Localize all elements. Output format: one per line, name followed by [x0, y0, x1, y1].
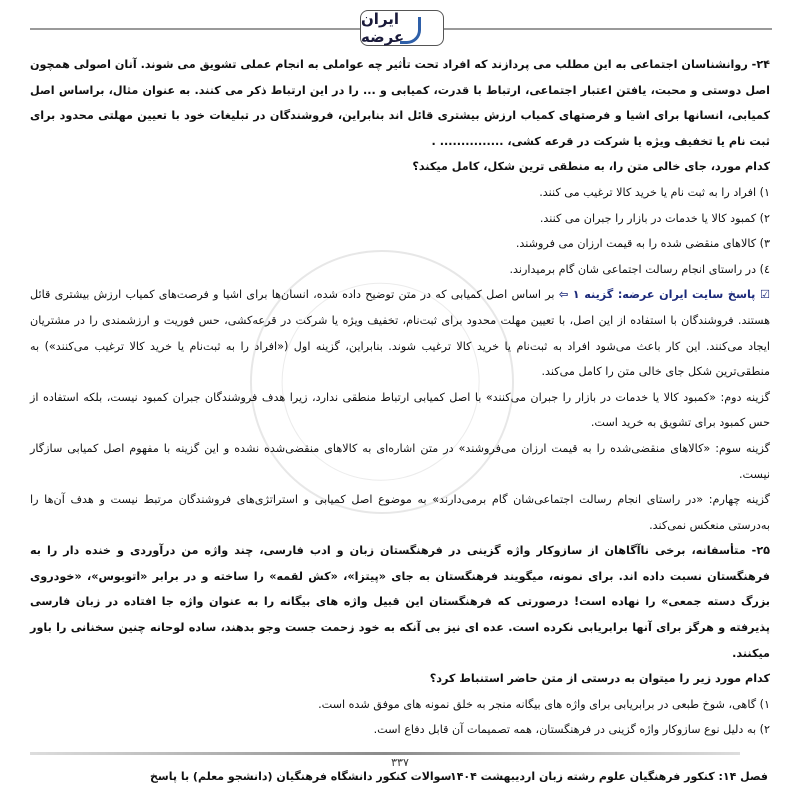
answer-label: ☑ پاسخ سایت ایران عرضه: گزینه ۱ ⇦ [558, 288, 770, 302]
question-24-prompt: کدام مورد، جای خالی متن را، به منطقی ترین شکل، کامل میکند؟ [412, 160, 770, 174]
question-25-prompt: کدام مورد زیر را میتوان به درستی از متن حاضر استنباط کرد؟ [429, 672, 770, 686]
question-24-option-2: ۲) کمبود کالا یا خدمات در بازار را جبران می کنند. [539, 211, 770, 225]
question-25-option-2: ۲) به دلیل نوع سازوکار واژه گزینی در فرهنگستان، همه تصمیمات آن قابل دفاع است. [373, 723, 770, 737]
page-number: ۳۳۷ [391, 756, 409, 769]
footer-rule [30, 752, 740, 755]
header-rule-right [442, 28, 772, 30]
brand-logo [360, 10, 444, 46]
explanation-option-4: گزینه چهارم: «در راستای انجام رسالت اجتماعی‌شان گام برمی‌دارند» به موضوع اصل کمیابی و استراتژی‌های فروشندگان مرتبط نیست و هدف آن‌ها را به‌درستی منعکس نمی‌کند. [30, 493, 770, 532]
logo-text: ایران عرضه [361, 10, 405, 46]
explanation-option-2: گزینه دوم: «کمبود کالا یا خدمات در بازار را جبران می‌کنند» با اصل کمیابی ارتباط منطقی ندارد، زیرا هدف فروشندگان جبران کمبود نیست، بلکه استفاده از حس کمبود برای تشویق به خرید است. [30, 390, 770, 430]
answer-text: بر اساس اصل کمیابی که در متن توضیح داده شده، انسان‌ها برای اشیا و فرصت‌های کمیاب ارزش بیشتری قائل هستند. فروشندگان با استفاده از این اصل، با تعیین مهلت محدود برای ثبت‌نام، تخفیف ویژه یا شرکت در قرعه‌کشی، حس فوریت و ارزشمندی را در مشتریان ایجاد می‌کنند. این کار باعث می‌شود افراد به ثبت‌نام یا خرید کالا ترغیب شوند. بنابراین، گزینه اول («افراد را به ثبت‌نام یا خرید کالا ترغیب می‌کنند») به منطقی‌ترین شکل جای خالی متن را کامل می‌کند. [30, 288, 770, 379]
question-24-option-3: ۳) کالاهای منقضی شده را به قیمت ارزان می فروشند. [515, 237, 770, 251]
header-rule-left [30, 28, 360, 30]
question-24-option-1: ۱) افراد را به ثبت نام یا خرید کالا ترغیب می کنند. [539, 185, 770, 199]
question-24-stem: ۲۴- روانشناسان اجتماعی به این مطلب می پردازند که افراد تحت تأثیر چه عواملی به انجام عملی تشویق می شوند. آنان اصولی همچون اصل دوستی و محبت، یافتن اعتبار اجتماعی، ارتباط با قدرت، کمیابی و ... را در این ارتباط ذکر می کنند. به عنوان مثال، براساس اصل کمیابی، انسانها برای اشیا و فرصتهای کمیاب ارزش بیشتری قائل اند بنابراین، فروشندگان در تبلیغات خود با تعیین مهلتی محدود برای ثبت نام یا تخفیف ویژه یا شرکت در قرعه کشی، ............... . [30, 58, 770, 148]
page-header [0, 0, 800, 46]
page-body [30, 52, 770, 740]
book-title: سوالات کنکور دانشگاه فرهنگیان (دانشجو معلم) با پاسخ [150, 770, 452, 783]
chapter-title: فصل ۱۴: کنکور فرهنگیان علوم رشته زبان اردیبهشت ۱۴۰۴ [449, 770, 768, 783]
question-25-option-1: ۱) گاهی، شوخ طبعی در برابریابی برای واژه های بیگانه منجر به خلق نمونه های موفق شده است. [318, 697, 770, 711]
question-25-stem: ۲۵- متأسفانه، برخی ناآگاهان از سازوکار واژه گزینی در فرهنگستان زبان و ادب فارسی، چند واژه من درآوردی و خنده دار را به فرهنگستان نسبت داده اند. برای نمونه، میگویند فرهنگستان به جای «پیتزا»، «کش لقمه» را ساخته و در برابر «اتوبوس»، «خودروی بزرگ دسته جمعی» را نهاده است! درصورتی که فرهنگستان این قبیل واژه های بیگانه را به عنوان واژه جا افتاده در زبان فارسی پذیرفته و هرگز برای آنها برابریابی نکرده است. عده ای نیز بی آنکه به خود زحمت جست وجو بدهند، ساده لوحانه چنین سخنانی را باور میکنند. [30, 544, 770, 660]
explanation-option-3: گزینه سوم: «کالاهای منقضی‌شده را به قیمت ارزان می‌فروشند» در متن اشاره‌ای به کالاهای منقضی‌شده نشده و این گزینه با مفهوم اصل کمیابی سازگار نیست. [30, 441, 770, 481]
answer-block [30, 282, 770, 384]
question-24-option-4: ٤) در راستای انجام رسالت اجتماعی شان گام برمیدارند. [509, 262, 770, 276]
